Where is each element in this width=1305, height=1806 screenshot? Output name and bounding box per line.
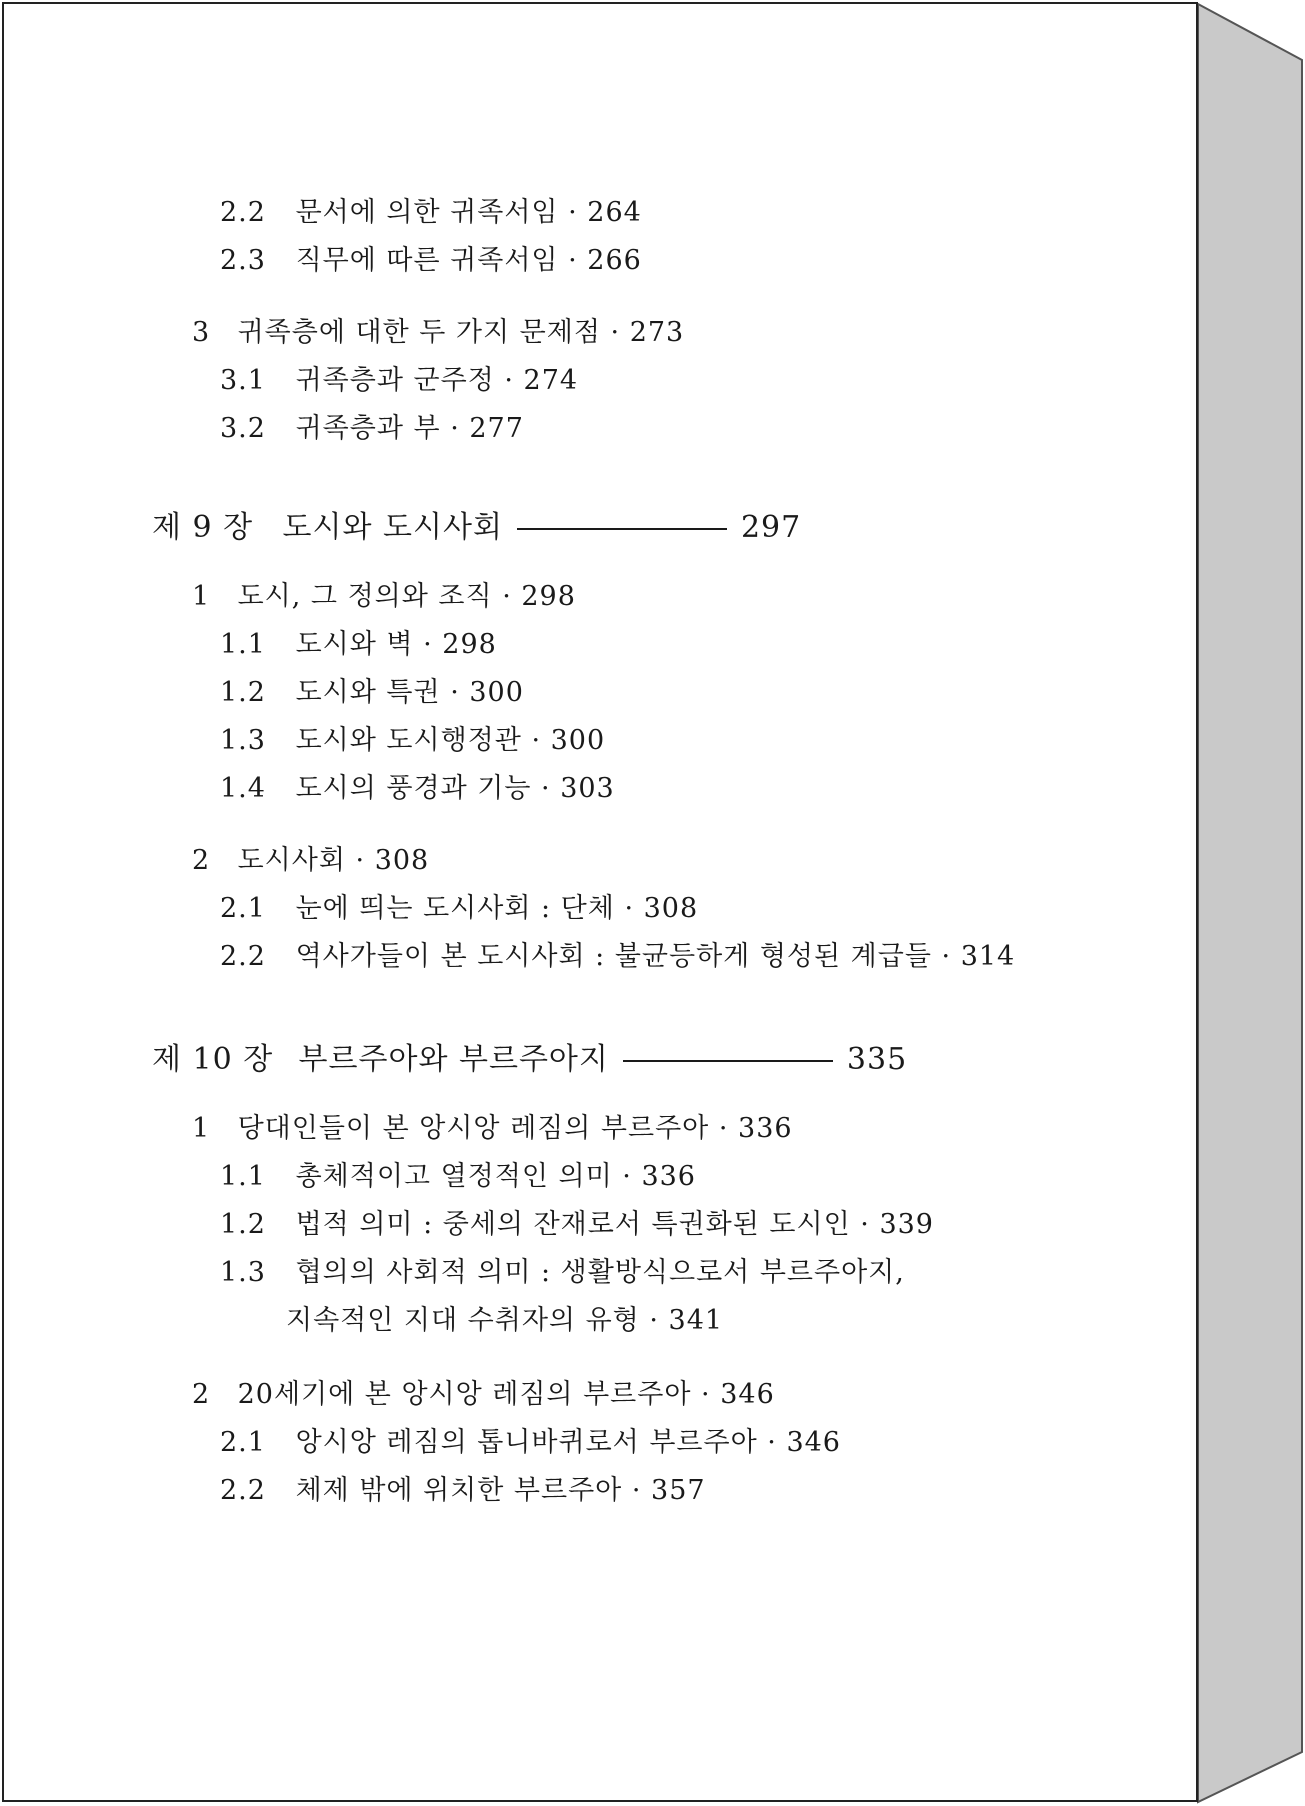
toc-entry: 3 귀족층에 대한 두 가지 문제점 · 273 — [192, 317, 685, 348]
toc-entry: 1.1 도시와 벽 · 298 — [220, 629, 497, 660]
toc-entry: 3.1 귀족층과 군주정 · 274 — [220, 365, 579, 396]
toc-entry: 2.2 역사가들이 본 도시사회 : 불균등하게 형성된 계급들 · 314 — [220, 941, 1016, 972]
toc-entry: 2.1 눈에 띄는 도시사회 : 단체 · 308 — [220, 893, 699, 924]
toc-entry-continuation: 지속적인 지대 수취자의 유형 · 341 — [286, 1305, 724, 1336]
toc-entry: 1.1 총체적이고 열정적인 의미 · 336 — [220, 1161, 696, 1192]
leader-rule — [623, 1060, 833, 1062]
toc-entry: 1.3 도시와 도시행정관 · 300 — [220, 725, 606, 756]
toc-entry: 2.3 직무에 따른 귀족서임 · 266 — [220, 245, 642, 276]
toc-entry: 2.2 체제 밖에 위치한 부르주아 · 357 — [220, 1475, 706, 1506]
toc-entry: 2 20세기에 본 앙시앙 레짐의 부르주아 · 346 — [192, 1379, 775, 1410]
toc-entry: 1 도시, 그 정의와 조직 · 298 — [192, 581, 576, 612]
leader-rule — [517, 528, 727, 530]
chapter-heading: 제 9 장 도시와 도시사회 297 — [152, 510, 802, 545]
toc-entry: 2.1 앙시앙 레짐의 톱니바퀴로서 부르주아 · 346 — [220, 1427, 841, 1458]
toc-entry: 1.2 도시와 특권 · 300 — [220, 677, 524, 708]
toc-entry: 1.4 도시의 풍경과 기능 · 303 — [220, 773, 615, 804]
toc-entry: 2 도시사회 · 308 — [192, 845, 430, 876]
toc-entry: 2.2 문서에 의한 귀족서임 · 264 — [220, 197, 642, 228]
toc-entry: 1 당대인들이 본 앙시앙 레짐의 부르주아 · 336 — [192, 1113, 793, 1144]
toc-entry: 3.2 귀족층과 부 · 277 — [220, 413, 524, 444]
chapter-heading: 제 10 장 부르주아와 부르주아지 335 — [152, 1042, 908, 1077]
toc-entry: 1.3 협의의 사회적 의미 : 생활방식으로서 부르주아지, — [220, 1257, 905, 1288]
toc-entry: 1.2 법적 의미 : 중세의 잔재로서 특권화된 도시인 · 339 — [220, 1209, 934, 1240]
